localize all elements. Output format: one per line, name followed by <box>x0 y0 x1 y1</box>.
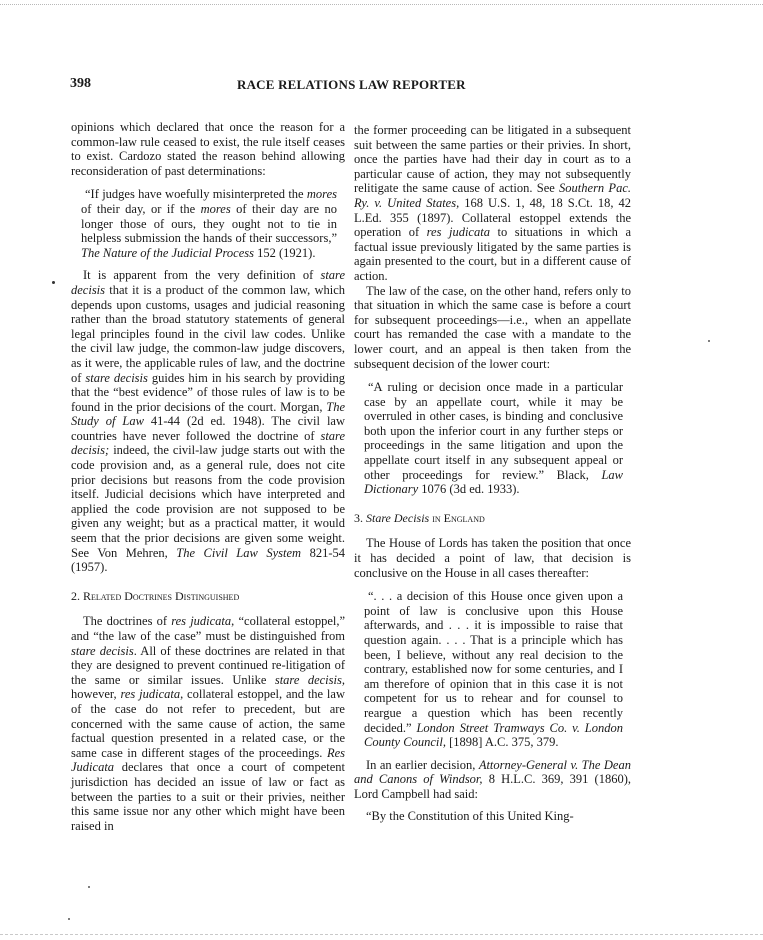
text: however, <box>71 687 121 702</box>
emphasis: res judicata <box>171 614 232 629</box>
text: 821-54 (1957). <box>71 545 345 575</box>
paragraph: “By the Constitution of this United King- <box>366 808 574 823</box>
section-heading <box>354 511 631 526</box>
heading-number: 3. <box>354 510 366 525</box>
quote-text: 152 (1921). <box>254 245 316 260</box>
heading-rest: in England <box>429 510 485 525</box>
left-column <box>71 120 345 833</box>
emphasis: Res Judicata <box>71 745 345 775</box>
text: 41-44 (2d ed. 1948). The civil law countries have never followed the doctrine of <box>71 414 345 443</box>
citation-title: London Street Tramways Co. v. London County Council, <box>364 720 623 750</box>
citation-title: Attorney-General v. The Dean and Canons of Windsor, <box>354 757 631 787</box>
paragraph: The law of the case, on the other hand, refers only to that situation in which the same case is before a court for subsequent proceedings—i.e., when an appellate court has remanded the case with a mandate to the lower court, and an appeal is then taken from the subsequent decision of the lower court: <box>354 283 631 371</box>
quote-text: [1898] A.C. 375, 379. <box>445 735 559 750</box>
text: , collateral estoppel, and the law of the case do not refer to precedent, but are concerned with the same cause of action, the same factual question presented in a related case, or the same case in different stages of the proceedings. <box>71 687 345 760</box>
emphasis: res judicata <box>426 225 490 240</box>
page-number: 398 <box>70 76 91 91</box>
quote-text: of their day are no longer those of ours, they ought not to tie in helpless submission the hands of their successors,” <box>81 201 337 246</box>
citation-title: The Nature of the Judicial Process <box>81 245 255 260</box>
emphasis: stare decisis <box>85 370 148 385</box>
text: . All of these doctrines are related in that they are designed to prevent continued re-litigation of the same or similar issues. Unlike <box>71 643 345 687</box>
text: declares that once a court of competent jurisdiction has decided an issue of law or fact as between the parties to a suit or their privies, neither this same issue nor any other which might have been raised in <box>71 760 345 833</box>
text: 168 U.S. 1, 48, 18 S.Ct. 18, 42 L.Ed. 355 (1897). Collateral estoppel extends the operation of <box>354 195 631 240</box>
citation-title: The Study of Law <box>71 399 345 429</box>
paragraph: The House of Lords has taken the position that once it has decided a point of law, that decision is conclusive on the House in all cases thereafter: <box>354 536 631 580</box>
emphasis: stare decisis <box>71 268 345 297</box>
quote-text: 1076 (3d ed. 1933). <box>418 482 520 497</box>
scan-dot <box>52 281 55 284</box>
scan-dot <box>68 918 70 920</box>
quote-text: “. . . a decision of this House once given upon a point of law is conclusive upon this House afterwards, and . . . it is impossible to raise that question again. . . . That is a principle which has been, I believe, without any real decision to the contrary, established now for some centuries, and I am therefore of opinion that in this case it is not competent for us to rehear and for counsel to reargue a question which has been recently decided.” <box>364 589 623 735</box>
emphasis: stare decisis, <box>274 672 345 687</box>
citation-title: The Civil Law System <box>176 545 302 560</box>
text: The doctrines of <box>83 614 172 629</box>
block-quote-lords <box>364 589 623 750</box>
paragraph <box>354 123 631 284</box>
text: to situations in which a factual issue previously litigated by the same parties is again presented to the court, but in a different cause of action. <box>354 225 631 283</box>
quote-text: of their day, or if the <box>81 201 201 216</box>
quote-text: “If judges have woefully misinterpreted the <box>85 187 307 202</box>
right-column <box>354 123 631 823</box>
emphasis: stare decisis; <box>71 428 345 458</box>
emphasis: mores <box>306 187 337 202</box>
text: guides him in his search by providing that the “best evidence” of those rules of law is to be found in the prior decisions of the court. Morgan, <box>71 370 345 414</box>
text: , “collateral estoppel,” and “the law of the case” must be distinguished from <box>71 614 346 643</box>
running-title: RACE RELATIONS LAW REPORTER <box>237 77 466 92</box>
scan-top-edge <box>0 4 763 5</box>
heading-title: Stare Decisis <box>366 510 430 525</box>
emphasis: res judicata <box>120 687 181 702</box>
emphasis: mores <box>200 201 231 216</box>
block-quote-cardozo <box>81 187 337 260</box>
paragraph: opinions which declared that once the reason for a common-law rule ceased to exist, the rule itself ceases to exist. Cardozo stated the reason behind allowing reconsideration of past determinations: <box>71 120 345 178</box>
text: 8 H.L.C. 369, 391 (1860), Lord Campbell had said: <box>354 772 631 801</box>
paragraph <box>71 268 345 574</box>
section-heading: 2. Related Doctrines Distinguished <box>71 588 240 603</box>
scan-bottom-edge <box>0 934 763 935</box>
text: In an earlier decision, <box>366 757 479 772</box>
text: that it is a product of the common law, which depends upon customs, usages and judicial reasoning rather than the broad statutory statements of general legal principles found in the civil law codes. Unlike the civil law judge, the common-law judge discovers, as it were, the applicable rules of law, and the doctrine of <box>71 282 345 385</box>
scan-dot <box>88 886 90 888</box>
block-quote-black <box>364 380 623 497</box>
emphasis: stare decisis <box>71 643 134 658</box>
citation-title: Southern Pac. Ry. v. United States, <box>354 181 631 210</box>
text: the former proceeding can be litigated in a subsequent suit between the same parties or their privies. In short, once the parties have had their day in court as to a particular cause of action, they may not subsequently relitigate the same cause of action. See <box>354 123 631 196</box>
citation-title: Law Dictionary <box>364 467 623 497</box>
text: It is apparent from the very definition of <box>83 268 321 283</box>
text: indeed, the civil-law judge starts out with the code provision and, as a general rule, does not cite prior decisions but reasons from the code provision itself. Judicial decisions which have interpreted and applied the code provision are not supposed to be given any weight; but as a practical matter, it would seem that the prior decisions are given some weight. See Von Mehren, <box>71 443 345 560</box>
paragraph <box>354 758 631 802</box>
scan-dot <box>708 340 710 342</box>
paragraph <box>71 614 345 833</box>
quote-text: “A ruling or decision once made in a particular case by an appellate court, while it may be overruled in other cases, is binding and conclusive both upon the inferior court in any further steps or proceedings in the same litigation and upon the appellate court itself in any subsequent appeal or other proceedings for review.” Black, <box>364 380 623 482</box>
